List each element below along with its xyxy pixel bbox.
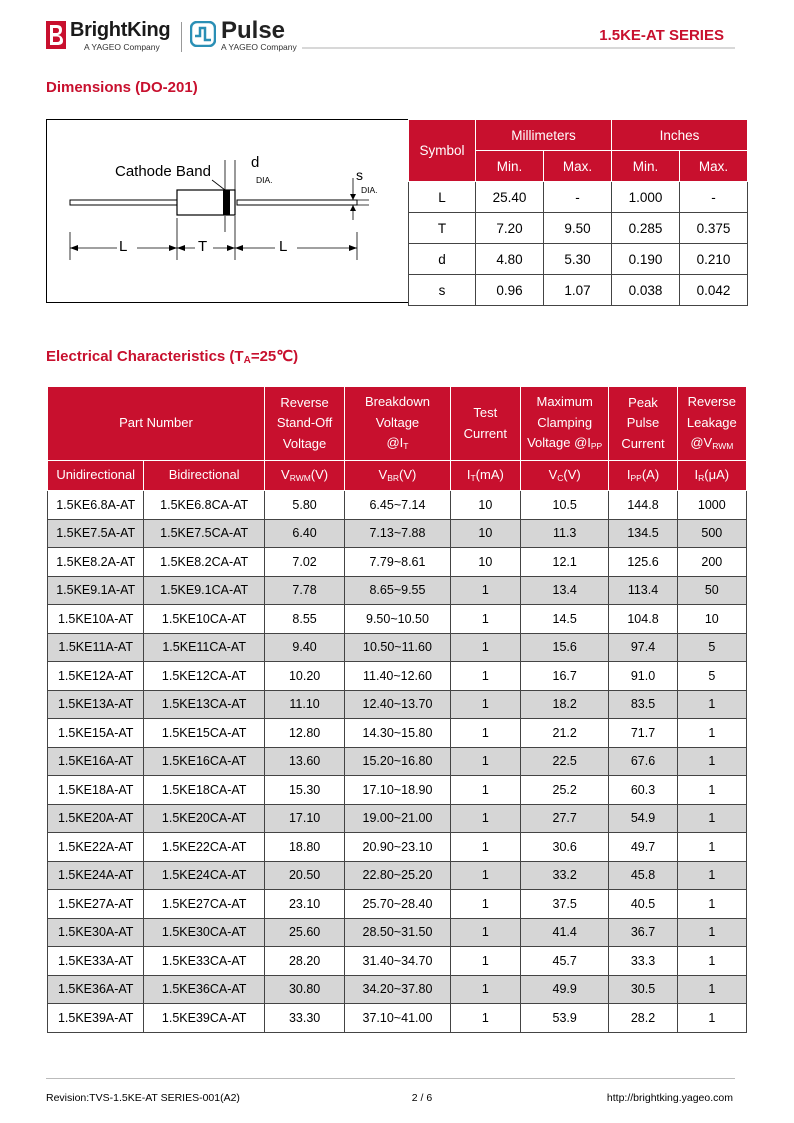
series-title: 1.5KE-AT SERIES [599,27,724,44]
cell-vc: 10.5 [520,491,608,520]
cell-vrwm: 20.50 [264,861,344,890]
cell-vc: 13.4 [520,576,608,605]
table-row [48,918,747,947]
cell-ipp: 91.0 [609,662,677,691]
cell-bi-part: 1.5KE24CA-AT [144,861,265,890]
cell-uni-part: 1.5KE30A-AT [48,918,144,947]
cell-vbr: 15.20~16.80 [345,747,450,776]
cell-it: 1 [450,776,520,805]
cell-vrwm: 6.40 [264,519,344,548]
l-right-label: L [279,238,288,255]
cell-bi-part: 1.5KE16CA-AT [144,747,265,776]
table-row [48,519,747,548]
cell-vc: 45.7 [520,947,608,976]
cell-ipp: 28.2 [609,1004,677,1033]
cell-bi-part: 1.5KE9.1CA-AT [144,576,265,605]
cell-it: 1 [450,975,520,1004]
cell-vbr: 10.50~11.60 [345,633,450,662]
cell-vrwm: 7.02 [264,548,344,577]
dimension-cell-symbol: d [409,244,476,275]
cell-ir: 1000 [677,491,746,520]
cell-vbr: 8.65~9.55 [345,576,450,605]
cell-it: 1 [450,605,520,634]
cell-bi-part: 1.5KE7.5CA-AT [144,519,265,548]
table-row [48,833,747,862]
cell-ipp: 30.5 [609,975,677,1004]
footer-rule [46,1078,735,1079]
cell-vc: 21.2 [520,719,608,748]
dimensions-table [408,119,748,306]
cathode-band-label: Cathode Band [115,163,211,180]
cell-uni-part: 1.5KE6.8A-AT [48,491,144,520]
table-row [48,776,747,805]
cell-bi-part: 1.5KE33CA-AT [144,947,265,976]
page-number: 2 / 6 [411,1092,433,1104]
s-dia-label: DIA. [361,185,378,195]
cell-it: 1 [450,576,520,605]
cell-uni-part: 1.5KE22A-AT [48,833,144,862]
dimension-row [409,275,748,306]
cell-vrwm: 8.55 [264,605,344,634]
in-max-header: Max. [680,151,748,182]
dimension-row [409,244,748,275]
cell-ir: 1 [677,890,746,919]
max-clamping-header: Maximum Clamping Voltage $@I_{PP}$ [520,387,608,461]
table-row [48,1004,747,1033]
cell-it: 1 [450,633,520,662]
cell-vrwm: 10.20 [264,662,344,691]
cell-vbr: 34.20~37.80 [345,975,450,1004]
cell-vc: 18.2 [520,690,608,719]
dimension-cell-symbol: L [409,182,476,213]
table-row [48,690,747,719]
cell-uni-part: 1.5KE33A-AT [48,947,144,976]
cell-ir: 1 [677,918,746,947]
dimension-cell-mm-max: 1.07 [544,275,612,306]
cell-ir: 500 [677,519,746,548]
table-row [48,605,747,634]
cell-ipp: 104.8 [609,605,677,634]
cell-it: 1 [450,719,520,748]
ir-unit: $I_R(\mu A)$ [677,461,746,491]
cell-ipp: 97.4 [609,633,677,662]
cell-ipp: 49.7 [609,833,677,862]
cell-bi-part: 1.5KE13CA-AT [144,690,265,719]
cell-vrwm: 18.80 [264,833,344,862]
cell-vrwm: 23.10 [264,890,344,919]
dimension-row [409,182,748,213]
dimension-cell-mm-min: 25.40 [476,182,544,213]
cell-vbr: 37.10~41.00 [345,1004,450,1033]
cell-ir: 1 [677,861,746,890]
table-row [48,861,747,890]
unidirectional-header: Unidirectional [48,461,144,491]
part-number-header: Part Number [48,387,265,461]
vrwm-unit: $V_{RWM}(V)$ [264,461,344,491]
table-row [48,548,747,577]
cell-vc: 33.2 [520,861,608,890]
table-row [48,719,747,748]
cell-it: 1 [450,804,520,833]
dimension-cell-mm-max: - [544,182,612,213]
cell-uni-part: 1.5KE39A-AT [48,1004,144,1033]
cell-ir: 10 [677,605,746,634]
cell-it: 1 [450,890,520,919]
pulse-logo-icon [190,21,216,47]
symbol-header: Symbol [409,120,476,182]
cell-vbr: 6.45~7.14 [345,491,450,520]
bidirectional-header: Bidirectional [144,461,265,491]
cell-uni-part: 1.5KE16A-AT [48,747,144,776]
cell-bi-part: 1.5KE8.2CA-AT [144,548,265,577]
dimension-diagram-box [46,119,408,303]
table-row [48,804,747,833]
table-row [48,662,747,691]
dimension-cell-in-min: 0.285 [612,213,680,244]
dimension-cell-in-max: - [680,182,748,213]
t-label: T [198,238,208,255]
cell-vrwm: 7.78 [264,576,344,605]
dimension-cell-in-max: 0.210 [680,244,748,275]
cell-it: 1 [450,1004,520,1033]
cell-uni-part: 1.5KE27A-AT [48,890,144,919]
reverse-standoff-header: Reverse Stand-Off Voltage [264,387,344,461]
cell-vbr: 7.79~8.61 [345,548,450,577]
cell-vrwm: 28.20 [264,947,344,976]
cell-vbr: 14.30~15.80 [345,719,450,748]
pulse-name: Pulse [221,17,286,44]
brightking-logo-icon [46,21,66,49]
cell-it: 1 [450,918,520,947]
cell-vbr: 25.70~28.40 [345,890,450,919]
cell-ipp: 134.5 [609,519,677,548]
cell-vbr: 11.40~12.60 [345,662,450,691]
cell-it: 1 [450,690,520,719]
table-row [48,491,747,520]
cell-ir: 1 [677,1004,746,1033]
cell-ipp: 54.9 [609,804,677,833]
dimension-cell-mm-min: 4.80 [476,244,544,275]
mm-min-header: Min. [476,151,544,182]
cell-vrwm: 9.40 [264,633,344,662]
table-row [48,947,747,976]
cell-ipp: 67.6 [609,747,677,776]
cell-ir: 1 [677,690,746,719]
table-row [48,975,747,1004]
cell-bi-part: 1.5KE20CA-AT [144,804,265,833]
cell-vbr: 31.40~34.70 [345,947,450,976]
cell-vrwm: 33.30 [264,1004,344,1033]
cell-bi-part: 1.5KE36CA-AT [144,975,265,1004]
revision-text: Revision:TVS-1.5KE-AT SERIES-001(A2) [46,1092,240,1104]
cell-ipp: 113.4 [609,576,677,605]
dimension-cell-mm-min: 7.20 [476,213,544,244]
cell-ipp: 45.8 [609,861,677,890]
cell-uni-part: 1.5KE12A-AT [48,662,144,691]
cell-ipp: 33.3 [609,947,677,976]
cell-vc: 22.5 [520,747,608,776]
table-row [48,747,747,776]
dimension-cell-mm-max: 9.50 [544,213,612,244]
cell-bi-part: 1.5KE27CA-AT [144,890,265,919]
cell-vbr: 12.40~13.70 [345,690,450,719]
cell-ir: 1 [677,833,746,862]
cell-vrwm: 25.60 [264,918,344,947]
cell-uni-part: 1.5KE8.2A-AT [48,548,144,577]
table-row [48,890,747,919]
cell-bi-part: 1.5KE30CA-AT [144,918,265,947]
brightking-tagline: A YAGEO Company [84,42,160,52]
cell-ipp: 125.6 [609,548,677,577]
peak-pulse-header: Peak Pulse Current [609,387,677,461]
cell-it: 1 [450,662,520,691]
cell-it: 10 [450,491,520,520]
cell-ir: 50 [677,576,746,605]
cell-ipp: 83.5 [609,690,677,719]
dimension-cell-in-min: 0.190 [612,244,680,275]
test-current-header: Test Current [450,387,520,461]
cell-bi-part: 1.5KE18CA-AT [144,776,265,805]
cell-uni-part: 1.5KE20A-AT [48,804,144,833]
d-dia-label: DIA. [256,175,273,185]
ipp-unit: $I_{PP}(A)$ [609,461,677,491]
pulse-tagline: A YAGEO Company [221,42,297,52]
dimension-cell-mm-max: 5.30 [544,244,612,275]
breakdown-header: Breakdown Voltage $@I_T$ [345,387,450,461]
cell-uni-part: 1.5KE9.1A-AT [48,576,144,605]
cell-it: 10 [450,519,520,548]
cell-vc: 12.1 [520,548,608,577]
table-row [48,633,747,662]
cell-vc: 41.4 [520,918,608,947]
electrical-title: Electrical Characteristics $(T_A=25℃)$ [46,348,299,366]
footer-url[interactable]: http://brightking.yageo.com [606,1092,733,1104]
cell-ir: 1 [677,747,746,776]
s-label: s [356,167,363,183]
cell-vrwm: 13.60 [264,747,344,776]
cell-ipp: 144.8 [609,491,677,520]
cell-vbr: 7.13~7.88 [345,519,450,548]
cell-ir: 1 [677,776,746,805]
cell-bi-part: 1.5KE6.8CA-AT [144,491,265,520]
in-min-header: Min. [612,151,680,182]
table-row [48,576,747,605]
cell-vc: 25.2 [520,776,608,805]
cell-ipp: 36.7 [609,918,677,947]
brightking-name: BrightKing [70,19,171,41]
cell-it: 1 [450,947,520,976]
cell-vrwm: 17.10 [264,804,344,833]
electrical-table [47,386,747,1033]
inches-header: Inches [612,120,748,151]
cell-vrwm: 15.30 [264,776,344,805]
d-label: d [251,154,260,171]
cell-vc: 11.3 [520,519,608,548]
cell-bi-part: 1.5KE22CA-AT [144,833,265,862]
it-unit: $I_T(mA)$ [450,461,520,491]
cell-vbr: 20.90~23.10 [345,833,450,862]
cell-vrwm: 30.80 [264,975,344,1004]
reverse-leakage-header: Reverse Leakage $@V_{RWM}$ [677,387,746,461]
cell-bi-part: 1.5KE10CA-AT [144,605,265,634]
cell-uni-part: 1.5KE36A-AT [48,975,144,1004]
dimension-cell-in-max: 0.042 [680,275,748,306]
cell-bi-part: 1.5KE11CA-AT [144,633,265,662]
dimension-cell-in-min: 1.000 [612,182,680,213]
dimension-row [409,213,748,244]
cell-vbr: 22.80~25.20 [345,861,450,890]
cell-ir: 200 [677,548,746,577]
cell-it: 1 [450,861,520,890]
cell-vc: 49.9 [520,975,608,1004]
cell-vc: 15.6 [520,633,608,662]
mm-max-header: Max. [544,151,612,182]
dimension-cell-symbol: T [409,213,476,244]
cell-uni-part: 1.5KE11A-AT [48,633,144,662]
cell-vc: 53.9 [520,1004,608,1033]
dimension-cell-symbol: s [409,275,476,306]
cell-uni-part: 1.5KE10A-AT [48,605,144,634]
cell-vbr: 28.50~31.50 [345,918,450,947]
cell-bi-part: 1.5KE15CA-AT [144,719,265,748]
cell-it: 1 [450,833,520,862]
do201-diagram [47,120,409,304]
cell-vc: 16.7 [520,662,608,691]
cell-vc: 37.5 [520,890,608,919]
cell-ir: 5 [677,633,746,662]
dimension-cell-mm-min: 0.96 [476,275,544,306]
cell-vbr: 19.00~21.00 [345,804,450,833]
dimensions-title: Dimensions (DO-201) [46,79,198,96]
cell-vrwm: 12.80 [264,719,344,748]
cell-ir: 1 [677,719,746,748]
header-divider [181,22,182,52]
cell-ir: 1 [677,804,746,833]
cell-ir: 1 [677,947,746,976]
millimeters-header: Millimeters [476,120,612,151]
cell-uni-part: 1.5KE24A-AT [48,861,144,890]
cell-ipp: 60.3 [609,776,677,805]
cell-it: 10 [450,548,520,577]
cell-ipp: 40.5 [609,890,677,919]
cell-vc: 14.5 [520,605,608,634]
cell-uni-part: 1.5KE18A-AT [48,776,144,805]
cell-ir: 1 [677,975,746,1004]
cell-uni-part: 1.5KE7.5A-AT [48,519,144,548]
cell-bi-part: 1.5KE12CA-AT [144,662,265,691]
vc-unit: $V_C(V)$ [520,461,608,491]
cell-vrwm: 11.10 [264,690,344,719]
cell-vc: 30.6 [520,833,608,862]
cell-vc: 27.7 [520,804,608,833]
cell-uni-part: 1.5KE15A-AT [48,719,144,748]
l-left-label: L [119,238,128,255]
cell-vbr: 9.50~10.50 [345,605,450,634]
cell-ir: 5 [677,662,746,691]
cell-vbr: 17.10~18.90 [345,776,450,805]
vbr-unit: $V_{BR}(V)$ [345,461,450,491]
dimension-cell-in-min: 0.038 [612,275,680,306]
cell-bi-part: 1.5KE39CA-AT [144,1004,265,1033]
cell-ipp: 71.7 [609,719,677,748]
cell-it: 1 [450,747,520,776]
cell-vrwm: 5.80 [264,491,344,520]
cell-uni-part: 1.5KE13A-AT [48,690,144,719]
dimension-cell-in-max: 0.375 [680,213,748,244]
header-rule [302,47,735,49]
